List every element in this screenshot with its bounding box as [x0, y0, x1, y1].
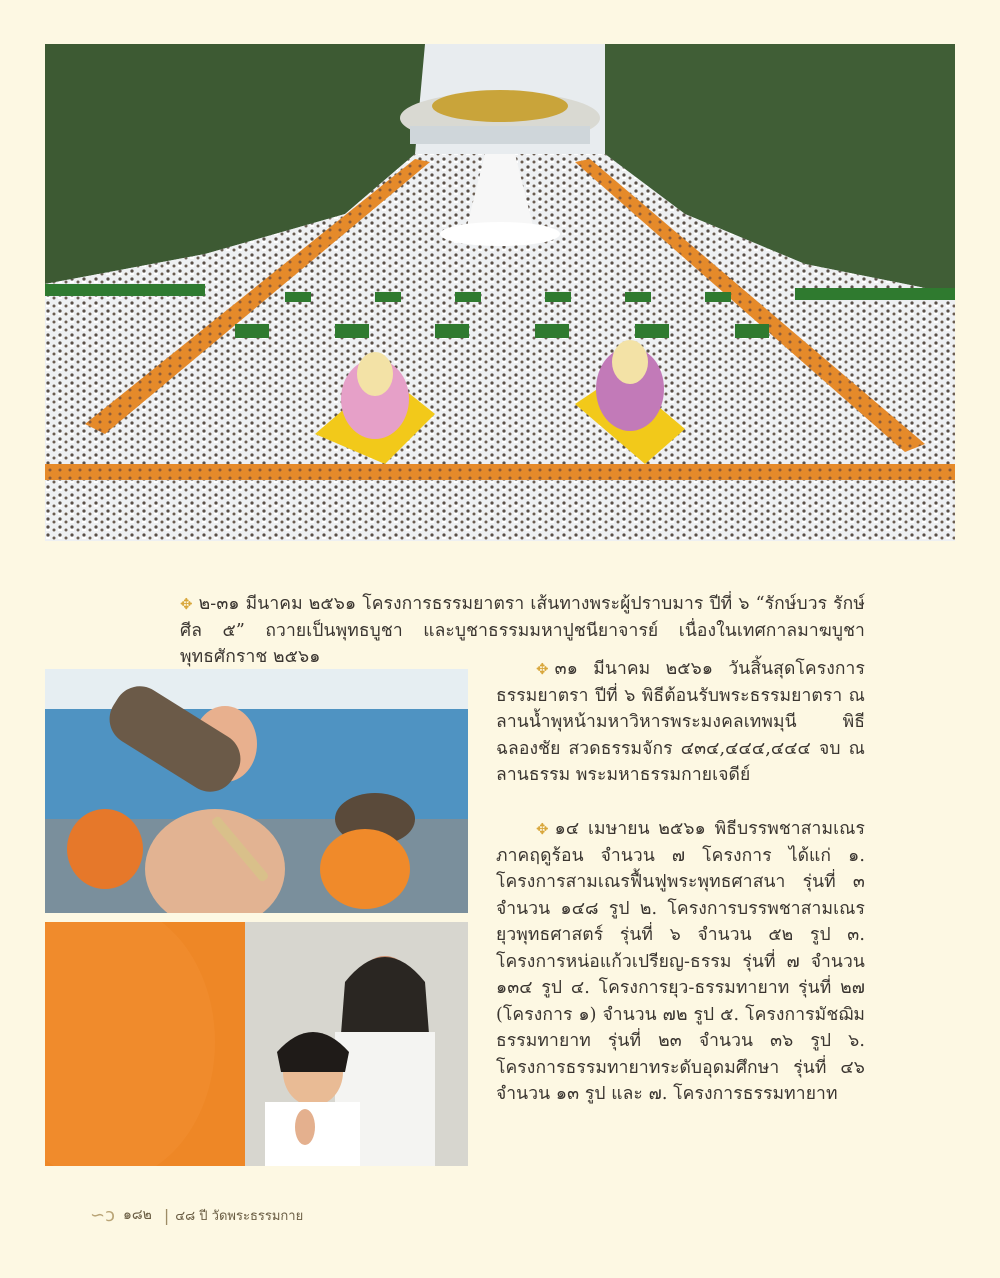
ceremony-photo	[45, 44, 955, 541]
flower-bullet-icon: ✥	[180, 595, 193, 613]
page-number: ๑๘๒	[122, 1207, 152, 1223]
paragraph-event-1-text: ๒-๓๑ มีนาคม ๒๕๖๑ โครงการธรรมยาตรา เส้นทางพระผู้ปราบมาร ปีที่ ๖ “รักษ์บวร รักษ์ศีล ๕” ถวายเป็นพุทธบูชา และบูชาธรรมมหาปูชนียาจารย์ เนื่องในเทศกาลมาฆบูชา พุทธศักราช ๒๕๖๑	[180, 594, 865, 667]
paragraph-event-2	[496, 656, 865, 789]
paragraph-event-2-text: ๓๑ มีนาคม ๒๕๖๑ วันสิ้นสุดโครงการธรรมยาตรา ปีที่ ๖ พิธีต้อนรับพระธรรมยาตรา ณ ลานน้ำพุหน้ามหาวิหารพระมงคลเทพมุนี พิธีฉลองชัย สวดธรรมจักร ๔๓๔,๔๔๔,๔๔๔ จบ ณ ลานธรรม พระมหาธรรมกายเจดีย์	[496, 659, 865, 785]
flower-bullet-icon: ✥	[536, 660, 549, 678]
novice-monk-illustration	[45, 669, 468, 913]
paragraph-event-3-text: ๑๔ เมษายน ๒๕๖๑ พิธีบรรพชาสามเณรภาคฤดูร้อน จำนวน ๗ โครงการ ได้แก่ ๑. โครงการสามเณรฟื้นฟูพระพุทธศาสนา รุ่นที่ ๓ จำนวน ๑๔๘ รูป ๒. โครงการบรรพชาสามเณรยุวพุทธศาสตร์ รุ่นที่ ๖ จำนวน ๕๒ รูป ๓. โครงการหน่อแก้วเปรียญ-ธรรม รุ่นที่ ๗ จำนวน ๑๓๔ รูป ๔. โครงการยุว-ธรรมทายาท รุ่นที่ ๒๗ (โครงการ ๑) จำนวน ๗๒ รูป ๕. โครงการมัชฌิมธรรมทายาท รุ่นที่ ๒๓ จำนวน ๓๖ รูป ๖. โครงการธรรมทายาทระดับอุดมศึกษา รุ่นที่ ๔๖ จำนวน ๑๓ รูป และ ๗. โครงการธรรมทายาท	[496, 819, 865, 1104]
book-title: ๔๘ ปี วัดพระธรรมกาย	[175, 1208, 304, 1224]
girl-praying-photo	[45, 922, 468, 1166]
ceremony-illustration	[45, 44, 955, 541]
footer-separator: |	[163, 1205, 170, 1225]
swirl-ornament-icon: ∽ↄ	[90, 1204, 115, 1226]
novice-monk-photo	[45, 669, 468, 913]
flower-bullet-icon: ✥	[536, 820, 549, 838]
page-footer	[90, 1203, 303, 1227]
paragraph-event-3	[496, 816, 865, 1108]
girl-praying-illustration	[45, 922, 468, 1166]
